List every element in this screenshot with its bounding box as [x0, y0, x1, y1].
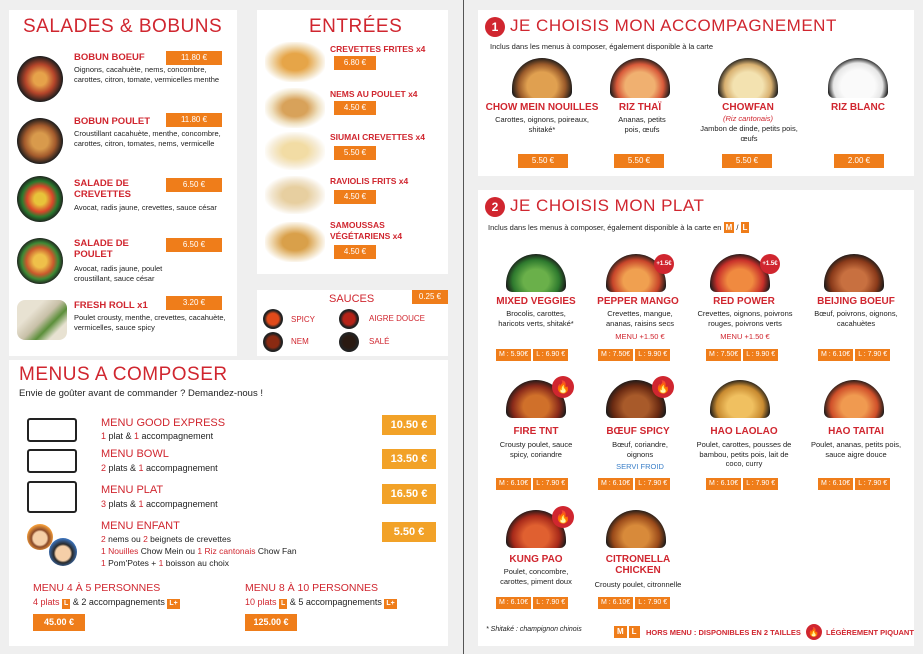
entree-dish-image [265, 88, 325, 128]
plat-item-name: KUNG PAO [509, 554, 563, 565]
plat-item-desc: Bœuf, coriandre, oignons [612, 440, 668, 459]
menu-enfant-line: 1 Pom'Potes + 1 boisson au choix [101, 558, 230, 568]
sauce-label: AIGRE DOUCE [369, 314, 426, 323]
group-menu-desc: 4 plats L & 2 accompagnements L+ [33, 597, 178, 607]
accomp-dish-image [512, 58, 572, 98]
flame-icon: 🔥 [552, 376, 574, 398]
menu-desc: 1 plat & 1 accompagnement [101, 431, 214, 441]
sauce-cup-icon [263, 309, 283, 329]
group-menu-name: MENU 8 À 10 PERSONNES [245, 582, 379, 594]
plats-title: JE CHOISIS MON PLAT [510, 196, 705, 215]
salade-item-name: FRESH ROLL x1 [74, 300, 148, 311]
flame-icon: 🔥 [652, 376, 674, 398]
menu-name: MENU PLAT [101, 484, 164, 496]
salades-card [9, 10, 237, 356]
salades-title: SALADES & BOBUNS [23, 16, 223, 37]
accomp-dish-image [718, 58, 778, 98]
footer-sizes: HORS MENU : DISPONIBLES EN 2 TAILLES [646, 628, 801, 637]
plat-item-desc: Crousty poulet, sauce spicy, coriandre [499, 440, 573, 459]
salade-dish-image [17, 56, 63, 102]
salade-item-desc: Avocat, radis jaune, poulet croustillant, sauce césar [74, 264, 163, 283]
flame-icon: 🔥 [806, 624, 822, 640]
accomp-item-name: CHOWFAN [722, 102, 774, 113]
salade-item-price: 11.80 € [166, 113, 222, 127]
plat-item-extra: MENU +1.50 € [615, 332, 665, 341]
accomp-item-price: 5.50 € [722, 154, 772, 168]
entree-item-name: RAVIOLIS FRITS x4 [330, 176, 409, 186]
salade-item-price: 3.20 € [166, 296, 222, 310]
menu-enfant-name: MENU ENFANT [101, 520, 180, 532]
plat-item-name: BEIJING BOEUF [817, 296, 895, 307]
salade-item-desc: Poulet crousty, menthe, crevettes, cacahuète, vermicelles, sauce spicy [74, 313, 226, 332]
menu-name: MENU BOWL [101, 448, 169, 460]
plat-item-prices: M : 6.10€ L : 7.90 € [598, 597, 670, 609]
sauces-price: 0.25 € [412, 290, 448, 304]
group-menu-price: 45.00 € [33, 614, 85, 631]
footer-note: * Shitaké : champignon chinois [486, 626, 582, 633]
accomp-item-note: (Riz cantonais) [722, 114, 774, 123]
entree-item-name: NEMS AU POULET x4 [330, 89, 418, 99]
accomp-title: JE CHOISIS MON ACCOMPAGNEMENT [510, 16, 837, 35]
accomp-item-name: RIZ THAÏ [618, 102, 662, 113]
salade-item-price: 6.50 € [166, 178, 222, 192]
accomp-subtitle: Inclus dans les menus à composer, également disponible à la carte [490, 42, 714, 51]
group-menu-price: 125.00 € [245, 614, 297, 631]
plat-item-desc: Brocolis, carottes, haricots verts, shitaké* [498, 309, 574, 328]
salade-item-name: SALADE DE POULET [74, 238, 129, 260]
plat-item-name: HAO LAOLAO [710, 426, 778, 437]
plat-item-desc: Crevettes, oignons, poivrons rouges, poivrons verts [697, 309, 793, 328]
salade-item-desc: Avocat, radis jaune, crevettes, sauce césar [74, 203, 217, 212]
fresh-roll-image [17, 300, 67, 340]
plat-dish-image [506, 254, 566, 292]
plat-item-name: RED POWER [713, 296, 775, 307]
plat-dish-image [824, 254, 884, 292]
entree-dish-image [265, 132, 325, 170]
size-tag-m: M [614, 626, 627, 638]
step-number: 2 [485, 197, 505, 217]
salade-item-price: 6.50 € [166, 238, 222, 252]
salade-item-name: BOBUN POULET [74, 116, 150, 127]
sauce-cup-icon [263, 332, 283, 352]
plat-item-name: PEPPER MANGO [597, 296, 679, 307]
lunch-box-icon [27, 418, 77, 442]
salade-item-desc: Oignons, cacahuète, nems, concombre, carottes, citron, tomate, vermicelles menthe [74, 65, 220, 84]
plat-item-desc: Poulet, concombre, carottes, piment doux [500, 567, 572, 586]
salade-dish-image [17, 176, 63, 222]
footer-spicy: LÉGÈREMENT PIQUANT [826, 628, 914, 637]
accomp-item-desc: Ananas, petits pois, œufs [618, 115, 666, 134]
accomp-dish-image [610, 58, 670, 98]
step-number: 1 [485, 17, 505, 37]
entree-dish-image [265, 42, 325, 82]
plat-item-prices: M : 5.90€ L : 6.90 € [496, 349, 568, 361]
accomp-dish-image [828, 58, 888, 98]
menu-price: 16.50 € [382, 484, 436, 504]
plus-price-badge: +1.5€ [654, 254, 674, 274]
menu-enfant-line: 1 Nouilles Chow Mein ou 1 Riz cantonais Chow Fan [101, 546, 297, 556]
plat-item-desc: Crousty poulet, citronnelle [594, 580, 682, 589]
plat-item-prices: M : 6.10€ L : 7.90 € [598, 478, 670, 490]
salade-item-name: BOBUN BOEUF [74, 52, 145, 63]
entree-dish-image [265, 176, 325, 214]
plat-item-desc: Poulet, ananas, petits pois, sauce aigre douce [810, 440, 902, 459]
plat-item-prices: M : 6.10€ L : 7.90 € [818, 349, 890, 361]
entree-item-price: 4.50 € [334, 190, 376, 204]
plat-item-prices: M : 6.10€ L : 7.90 € [496, 478, 568, 490]
plats-subtitle: Inclus dans les menus à composer, également disponible à la carte en M / L [488, 223, 748, 232]
child-avatar-icon [49, 538, 77, 566]
sauces-card [257, 290, 448, 356]
menu-name: MENU GOOD EXPRESS [101, 417, 226, 429]
entree-item-price: 5.50 € [334, 146, 376, 160]
menu-price: 5.50 € [382, 522, 436, 542]
sauce-cup-icon [339, 332, 359, 352]
accomp-item-name: CHOW MEIN NOUILLES [485, 102, 599, 113]
lunch-box-icon [27, 481, 77, 513]
entree-item-price: 4.50 € [334, 245, 376, 259]
menu-enfant-line: 2 nems ou 2 beignets de crevettes [101, 534, 231, 544]
menus-subtitle: Envie de goûter avant de commander ? Demandez-nous ! [19, 388, 263, 399]
sauce-cup-icon [339, 309, 359, 329]
plat-item-prices: M : 7.50€ L : 9.90 € [598, 349, 670, 361]
accomp-item-desc: Jambon de dinde, petits pois, œufs [700, 124, 798, 143]
entree-item-name: SIUMAI CREVETTES x4 [330, 132, 425, 142]
plat-item-extra: SERVI FROID [616, 462, 664, 471]
menu-desc: 3 plats & 1 accompagnement [101, 499, 218, 509]
entrees-title: ENTRÉES [309, 16, 403, 37]
lunch-box-icon [27, 449, 77, 473]
accomp-item-desc: Carottes, oignons, poireaux, shitaké* [495, 115, 589, 134]
salade-item-price: 11.80 € [166, 51, 222, 65]
plat-item-prices: M : 7.50€ L : 9.90 € [706, 349, 778, 361]
menu-price: 10.50 € [382, 415, 436, 435]
salade-item-name: SALADE DE CREVETTES [74, 178, 132, 200]
entree-dish-image [265, 222, 325, 262]
plats-card [478, 190, 914, 646]
plat-dish-image [824, 380, 884, 418]
plat-item-name: FIRE TNT [513, 426, 559, 437]
entree-item-price: 6.80 € [334, 56, 376, 70]
plat-item-desc: Bœuf, poivrons, oignons, cacahuètes [814, 309, 898, 328]
entree-item-price: 4.50 € [334, 101, 376, 115]
size-tag-l: L [629, 626, 640, 638]
salade-item-desc: Croustillant cacahuète, menthe, concombre, carottes, citron, tomates, nems, vermicelle [74, 129, 221, 148]
sauces-title: SAUCES [329, 293, 375, 305]
flame-icon: 🔥 [552, 506, 574, 528]
plat-item-name: CITRONELLA CHICKEN [605, 554, 671, 576]
accomp-item-name: RIZ BLANC [831, 102, 885, 113]
plat-item-name: BŒUF SPICY [606, 426, 670, 437]
sauce-label: SALÉ [369, 337, 390, 346]
plat-item-desc: Crevettes, mangue, ananas, raisins secs [606, 309, 674, 328]
plat-item-desc: Poulet, carottes, pousses de bambou, petits pois, lait de coco, curry [696, 440, 792, 468]
plat-item-name: HAO TAITAI [828, 426, 884, 437]
sauce-label: NEM [291, 337, 309, 346]
plat-dish-image [606, 510, 666, 548]
plat-item-prices: M : 6.10€ L : 7.90 € [706, 478, 778, 490]
plat-item-name: MIXED VEGGIES [496, 296, 576, 307]
page-divider [463, 0, 464, 654]
accomp-item-price: 2.00 € [834, 154, 884, 168]
plus-price-badge: +1.5€ [760, 254, 780, 274]
plat-dish-image [710, 380, 770, 418]
group-menu-desc: 10 plats L & 5 accompagnements L+ [245, 597, 395, 607]
plat-item-extra: MENU +1.50 € [720, 332, 770, 341]
group-menu-name: MENU 4 À 5 PERSONNES [33, 582, 161, 594]
salade-dish-image [17, 238, 63, 284]
plat-item-prices: M : 6.10€ L : 7.90 € [818, 478, 890, 490]
accomp-card [478, 10, 914, 176]
entree-item-name: SAMOUSSAS VÉGÉTARIENS x4 [330, 220, 403, 241]
plat-item-prices: M : 6.10€ L : 7.90 € [496, 597, 568, 609]
menu-desc: 2 plats & 1 accompagnement [101, 463, 218, 473]
accomp-item-price: 5.50 € [518, 154, 568, 168]
entrees-card [257, 10, 448, 274]
sauce-label: SPICY [291, 315, 316, 324]
menus-title: MENUS A COMPOSER [19, 364, 228, 385]
menu-price: 13.50 € [382, 449, 436, 469]
salade-dish-image [17, 118, 63, 164]
accomp-item-price: 5.50 € [614, 154, 664, 168]
entree-item-name: CREVETTES FRITES x4 [330, 44, 426, 54]
size-tags [614, 626, 640, 638]
menus-card [9, 360, 448, 646]
